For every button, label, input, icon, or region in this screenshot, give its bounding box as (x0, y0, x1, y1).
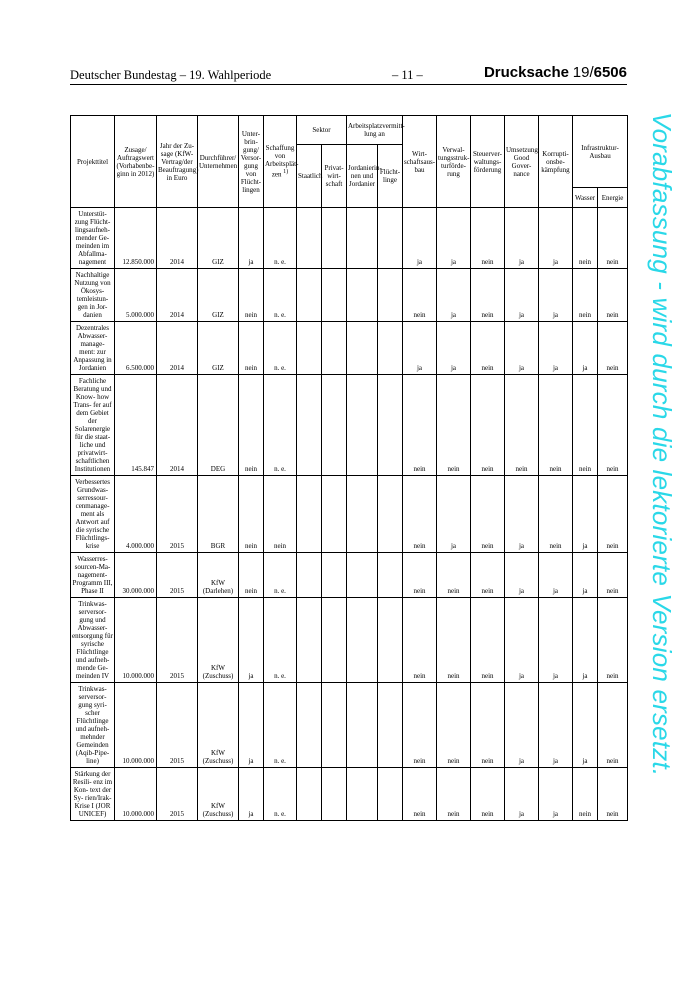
header-jordanier: Jordanierin- nen und Jordanier (347, 145, 378, 208)
cell-privat (322, 208, 347, 269)
cell-staatlich (297, 683, 322, 768)
table-row (71, 375, 628, 476)
cell-jordanier (347, 322, 378, 375)
cell-verwaltung: ja (437, 208, 471, 269)
cell-jahr: 2015 (157, 476, 198, 553)
cell-korruption: ja (539, 598, 573, 683)
cell-korruption: nein (539, 375, 573, 476)
document-number-suffix: 6506 (593, 64, 627, 81)
table-row (71, 683, 628, 768)
cell-jordanier (347, 683, 378, 768)
header-governance: Umsetzung Good Gover- nance (505, 116, 539, 208)
cell-schaffung: nein (264, 476, 297, 553)
cell-jordanier (347, 208, 378, 269)
cell-korruption: ja (539, 208, 573, 269)
cell-wirtschaft: ja (403, 208, 437, 269)
cell-verwaltung: ja (437, 269, 471, 322)
cell-jordanier (347, 768, 378, 821)
cell-unterbringung: ja (239, 598, 264, 683)
header-wasser: Wasser (573, 188, 598, 208)
cell-titel: Wasserres- sourcen-Ma- nagement- Programm III, Phase II (71, 553, 115, 598)
cell-titel: Unterstüt- zung Flücht- lingsaufneh- mender Ge- meinden im Abfallma- nagement (71, 208, 115, 269)
cell-titel: Trinkwas- serversor- gung und Abwasser- entsorgung für syrische Flüchtlinge und aufneh- mende Ge- meinden IV (71, 598, 115, 683)
cell-steuer: nein (471, 322, 505, 375)
header-sektor: Sektor (297, 116, 347, 145)
cell-steuer: nein (471, 553, 505, 598)
cell-wasser: nein (573, 768, 598, 821)
cell-schaffung: n. e. (264, 208, 297, 269)
cell-jordanier (347, 476, 378, 553)
cell-wasser: ja (573, 322, 598, 375)
cell-steuer: nein (471, 768, 505, 821)
cell-energie: nein (598, 768, 628, 821)
cell-unterbringung: ja (239, 683, 264, 768)
cell-zusage: 30.000.000 (115, 553, 157, 598)
cell-staatlich (297, 476, 322, 553)
cell-schaffung: n. e. (264, 598, 297, 683)
cell-jordanier (347, 598, 378, 683)
cell-schaffung: n. e. (264, 553, 297, 598)
cell-durchfuehrer: KfW (Zuschuss) (198, 768, 239, 821)
header-steuer: Steuerver- waltungs- förderung (471, 116, 505, 208)
cell-privat (322, 322, 347, 375)
cell-steuer: nein (471, 598, 505, 683)
cell-energie: nein (598, 683, 628, 768)
watermark-text: Vorabfassung - wird durch die lektorierte Version ersetzt. (647, 112, 677, 777)
cell-zusage: 145.847 (115, 375, 157, 476)
cell-verwaltung: nein (437, 375, 471, 476)
cell-governance: ja (505, 598, 539, 683)
cell-durchfuehrer: BGR (198, 476, 239, 553)
cell-wasser: nein (573, 269, 598, 322)
cell-schaffung: n. e. (264, 269, 297, 322)
cell-jordanier (347, 375, 378, 476)
cell-titel: Dezentrales Abwasser- manage- ment: zur Anpassung in Jordanien (71, 322, 115, 375)
cell-korruption: nein (539, 476, 573, 553)
cell-wasser: ja (573, 476, 598, 553)
cell-steuer: nein (471, 375, 505, 476)
document-number-prefix: 19/ (572, 64, 594, 81)
cell-energie: nein (598, 553, 628, 598)
cell-wirtschaft: nein (403, 768, 437, 821)
cell-zusage: 10.000.000 (115, 768, 157, 821)
cell-korruption: ja (539, 768, 573, 821)
cell-jahr: 2015 (157, 683, 198, 768)
cell-wirtschaft: nein (403, 476, 437, 553)
cell-fluechtlinge (378, 553, 403, 598)
cell-fluechtlinge (378, 683, 403, 768)
cell-governance: ja (505, 553, 539, 598)
table-row (71, 768, 628, 821)
cell-energie: nein (598, 269, 628, 322)
cell-verwaltung: ja (437, 322, 471, 375)
cell-wirtschaft: nein (403, 683, 437, 768)
cell-steuer: nein (471, 683, 505, 768)
cell-korruption: ja (539, 322, 573, 375)
cell-durchfuehrer: KfW (Darlehen) (198, 553, 239, 598)
cell-fluechtlinge (378, 768, 403, 821)
table-row (71, 269, 628, 322)
cell-wasser: nein (573, 208, 598, 269)
cell-titel: Verbessertes Grundwas- serressour- cenmanage- ment als Antwort auf die syrische Flüchtlings- krise (71, 476, 115, 553)
cell-unterbringung: nein (239, 322, 264, 375)
cell-jahr: 2014 (157, 375, 198, 476)
project-table (70, 115, 628, 821)
cell-staatlich (297, 322, 322, 375)
header-infrastruktur: Infrastruktur- Ausbau (573, 116, 628, 188)
header-schaffung (264, 116, 297, 208)
cell-durchfuehrer: DEG (198, 375, 239, 476)
page-header (70, 64, 627, 86)
cell-verwaltung: nein (437, 768, 471, 821)
header-durchfuehrer: Durchführer/ Unternehmen (198, 116, 239, 208)
cell-durchfuehrer: KfW (Zuschuss) (198, 598, 239, 683)
cell-staatlich (297, 375, 322, 476)
header-korruption: Korrupti- onsbe- kämpfung (539, 116, 573, 208)
cell-wasser: ja (573, 683, 598, 768)
cell-fluechtlinge (378, 322, 403, 375)
cell-unterbringung: nein (239, 476, 264, 553)
table-row (71, 598, 628, 683)
header-energie: Energie (598, 188, 628, 208)
cell-governance: ja (505, 208, 539, 269)
cell-wirtschaft: nein (403, 553, 437, 598)
cell-wasser: ja (573, 598, 598, 683)
cell-zusage: 12.850.000 (115, 208, 157, 269)
cell-jahr: 2015 (157, 553, 198, 598)
header-unterbringung: Unter- brin- gung/ Versor- gung von Flücht- lingen (239, 116, 264, 208)
cell-unterbringung: nein (239, 375, 264, 476)
cell-staatlich (297, 553, 322, 598)
table-row (71, 476, 628, 553)
cell-schaffung: n. e. (264, 683, 297, 768)
cell-steuer: nein (471, 208, 505, 269)
cell-zusage: 10.000.000 (115, 683, 157, 768)
cell-schaffung: n. e. (264, 322, 297, 375)
cell-privat (322, 269, 347, 322)
footnote-marker: 1) (283, 169, 289, 176)
cell-verwaltung: nein (437, 683, 471, 768)
cell-staatlich (297, 768, 322, 821)
cell-wasser: nein (573, 375, 598, 476)
cell-jahr: 2014 (157, 269, 198, 322)
cell-korruption: ja (539, 269, 573, 322)
cell-verwaltung: ja (437, 476, 471, 553)
cell-energie: nein (598, 598, 628, 683)
cell-fluechtlinge (378, 375, 403, 476)
cell-zusage: 10.000.000 (115, 598, 157, 683)
cell-durchfuehrer: GIZ (198, 208, 239, 269)
cell-jahr: 2014 (157, 208, 198, 269)
header-privat: Privat- wirt- schaft (322, 145, 347, 208)
cell-titel: Nachhaltige Nutzung von Ökosys- temleistun- gen in Jor- danien (71, 269, 115, 322)
cell-jahr: 2014 (157, 322, 198, 375)
cell-verwaltung: nein (437, 553, 471, 598)
cell-durchfuehrer: GIZ (198, 322, 239, 375)
cell-steuer: nein (471, 269, 505, 322)
cell-titel: Fachliche Beratung und Know- how Trans- fer auf dem Gebiet der Solarenergie für die staat- liche und privatwirt- schaftlichen Institutionen (71, 375, 115, 476)
header-projekttitel: Projekttitel (71, 116, 115, 208)
cell-energie: nein (598, 208, 628, 269)
header-arbeitsplatz: Arbeitsplatzvermitt- lung an (347, 116, 403, 145)
cell-fluechtlinge (378, 476, 403, 553)
cell-jordanier (347, 269, 378, 322)
table-row (71, 322, 628, 375)
cell-titel: Trinkwas- serversor- gung syri- scher Flüchtlinge und aufneh- mehnder Gemeinden (Aqib-Pipe- line) (71, 683, 115, 768)
cell-fluechtlinge (378, 208, 403, 269)
cell-governance: ja (505, 322, 539, 375)
cell-jahr: 2015 (157, 768, 198, 821)
cell-fluechtlinge (378, 598, 403, 683)
cell-privat (322, 598, 347, 683)
cell-energie: nein (598, 375, 628, 476)
cell-durchfuehrer: GIZ (198, 269, 239, 322)
cell-korruption: ja (539, 683, 573, 768)
cell-privat (322, 476, 347, 553)
header-wirtschaft: Wirt- schaftsaus- bau (403, 116, 437, 208)
cell-unterbringung: nein (239, 553, 264, 598)
table-row (71, 553, 628, 598)
cell-governance: nein (505, 375, 539, 476)
cell-energie: nein (598, 322, 628, 375)
header-verwaltung: Verwal- tungsstruk- turförde- rung (437, 116, 471, 208)
cell-unterbringung: nein (239, 269, 264, 322)
header-jahr: Jahr der Zu- sage (KfW- Vertrag/der Beauftragung) in Euro (157, 116, 198, 208)
cell-korruption: ja (539, 553, 573, 598)
cell-unterbringung: ja (239, 208, 264, 269)
cell-verwaltung: nein (437, 598, 471, 683)
cell-governance: ja (505, 476, 539, 553)
header-staatlich: Staatlich (297, 145, 322, 208)
table-body (71, 208, 628, 821)
watermark (647, 112, 677, 902)
cell-durchfuehrer: KfW (Zuschuss) (198, 683, 239, 768)
cell-staatlich (297, 208, 322, 269)
header-fluechtlinge: Flücht- linge (378, 145, 403, 208)
cell-zusage: 4.000.000 (115, 476, 157, 553)
cell-zusage: 5.000.000 (115, 269, 157, 322)
cell-governance: ja (505, 768, 539, 821)
table-row (71, 208, 628, 269)
cell-wirtschaft: nein (403, 375, 437, 476)
cell-schaffung: n. e. (264, 768, 297, 821)
cell-privat (322, 553, 347, 598)
cell-wirtschaft: ja (403, 322, 437, 375)
cell-privat (322, 375, 347, 476)
cell-jordanier (347, 553, 378, 598)
cell-privat (322, 768, 347, 821)
cell-schaffung: n. e. (264, 375, 297, 476)
header-schaffung-text: Schaffung von Arbeitsplät- zen (265, 144, 299, 179)
document-number (484, 64, 627, 82)
cell-staatlich (297, 269, 322, 322)
cell-wirtschaft: nein (403, 598, 437, 683)
cell-energie: nein (598, 476, 628, 553)
cell-jahr: 2015 (157, 598, 198, 683)
cell-staatlich (297, 598, 322, 683)
cell-governance: ja (505, 683, 539, 768)
header-rule (70, 84, 627, 85)
cell-wirtschaft: nein (403, 269, 437, 322)
cell-privat (322, 683, 347, 768)
header-zusage: Zusage/ Auftragswert (Vorhabenbe- ginn in 2012) (115, 116, 157, 208)
cell-steuer: nein (471, 476, 505, 553)
cell-fluechtlinge (378, 269, 403, 322)
cell-zusage: 6.500.000 (115, 322, 157, 375)
cell-governance: ja (505, 269, 539, 322)
page-number: – 11 – (392, 68, 423, 82)
cell-unterbringung: ja (239, 768, 264, 821)
document-label: Drucksache (483, 64, 570, 81)
cell-wasser: ja (573, 553, 598, 598)
cell-titel: Stärkung der Resili- enz im Kon- text der Sy- rien/Irak- Krise I (JOR UNICEF) (71, 768, 115, 821)
parliament-label: Deutscher Bundestag – 19. Wahlperiode (70, 68, 272, 82)
